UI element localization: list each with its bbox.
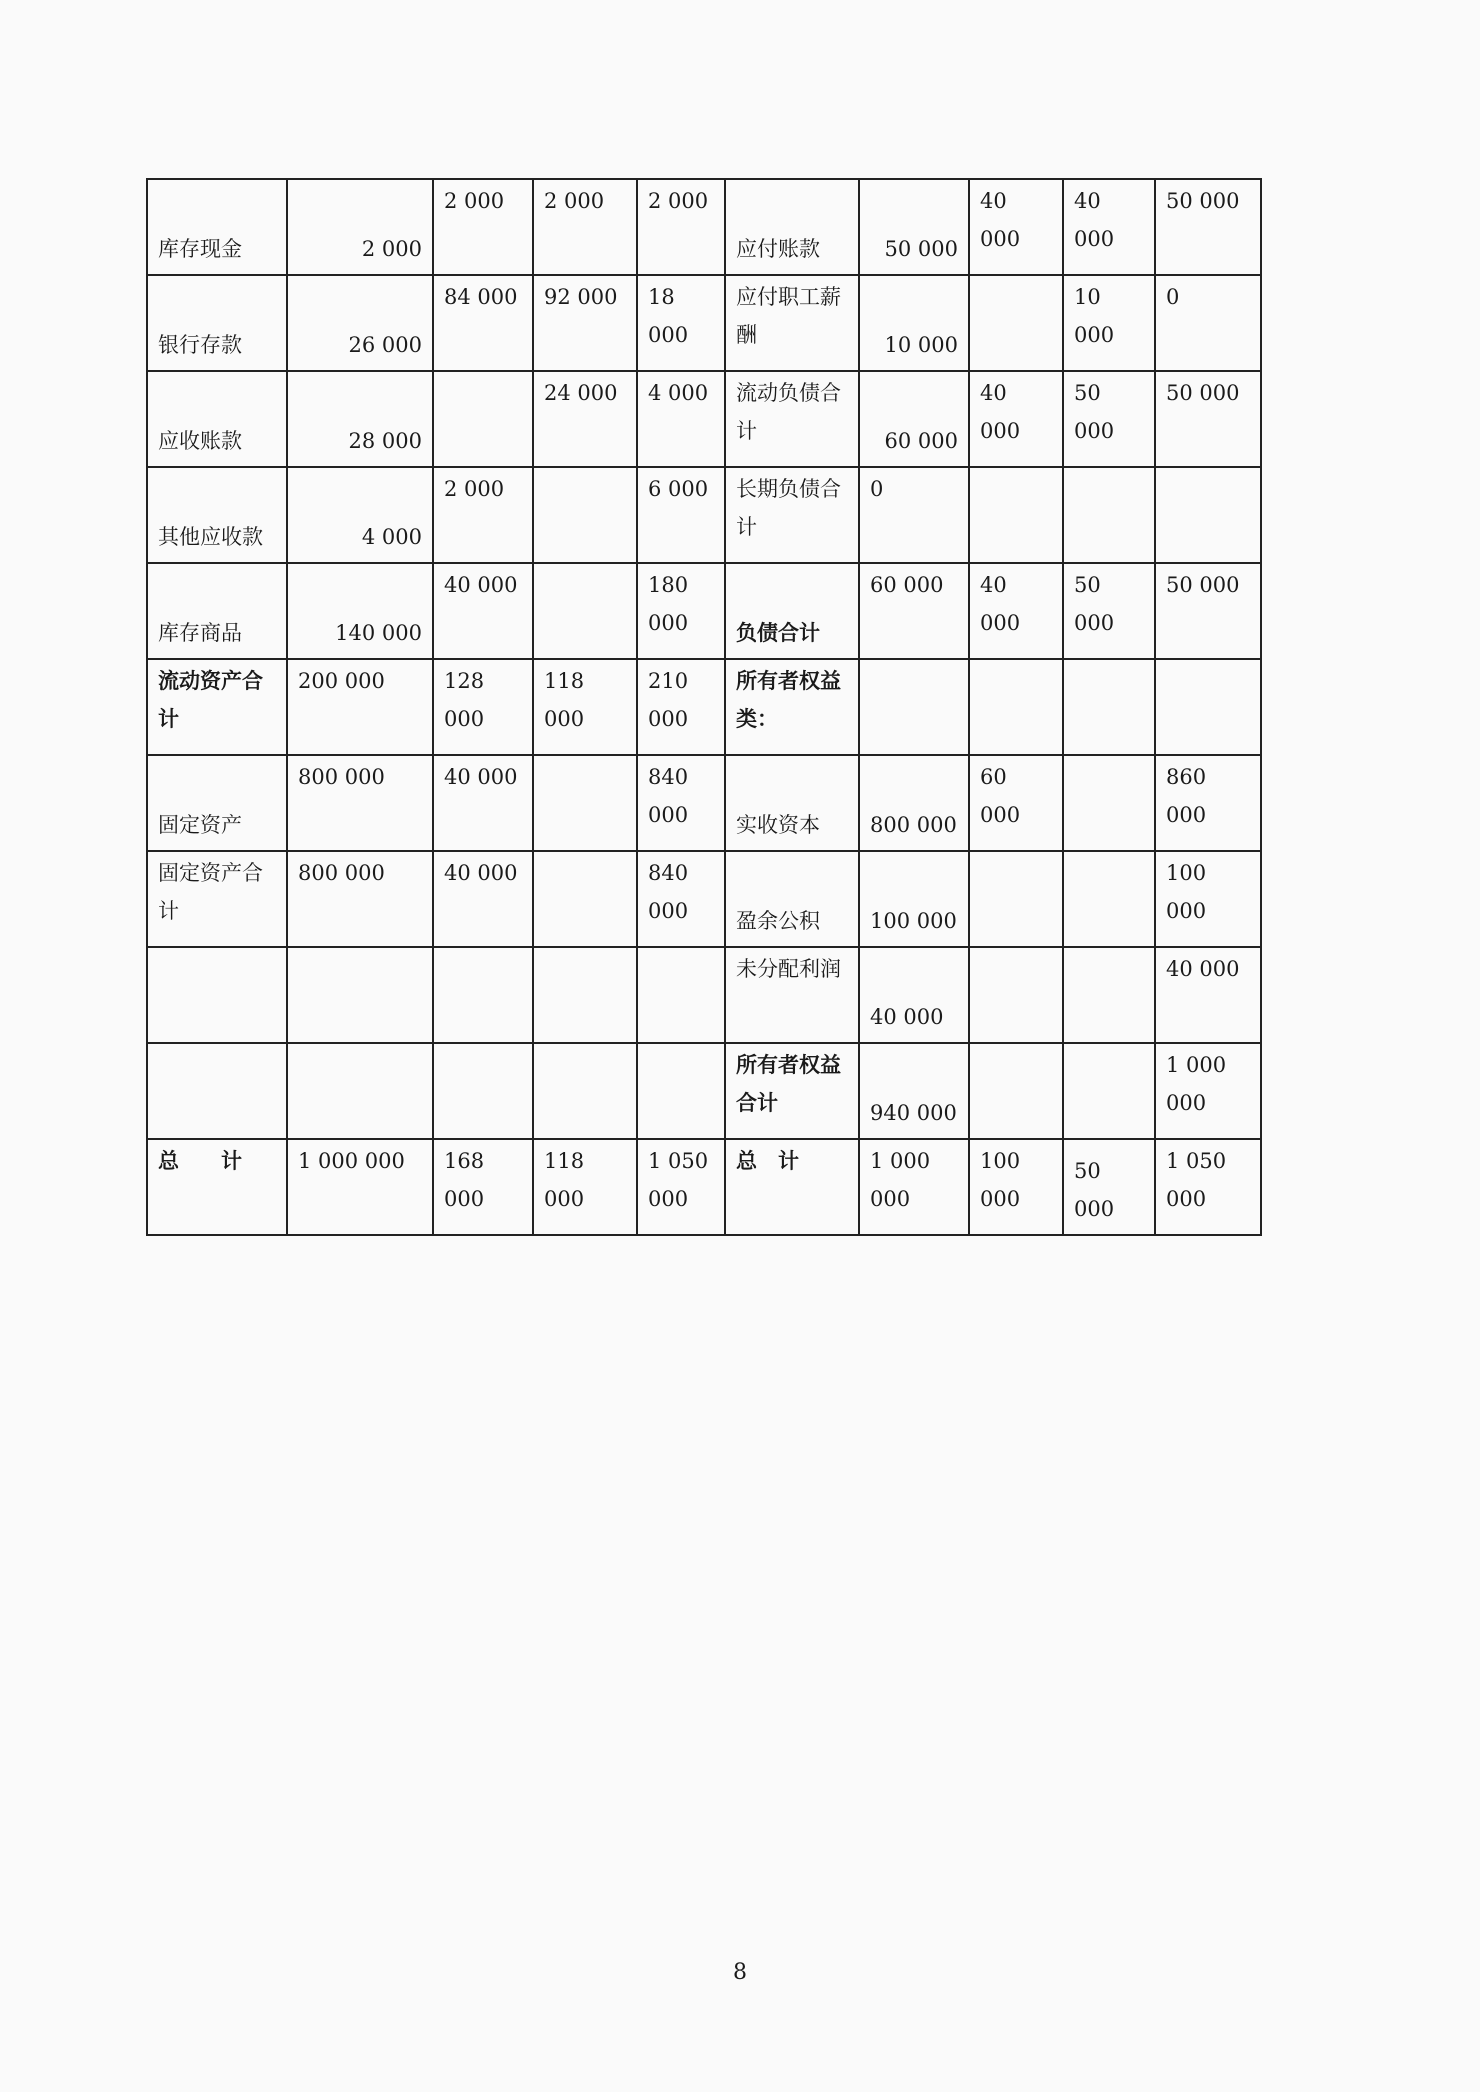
asset-label-cell	[147, 851, 287, 947]
credit-cell	[533, 467, 637, 563]
table-row	[147, 659, 1261, 755]
liability-opening-cell-text: 60 000	[884, 429, 958, 453]
asset-label-cell-text: 其他应收款	[158, 525, 263, 549]
liability-opening-cell	[859, 1139, 969, 1235]
liability-debit-cell	[969, 851, 1063, 947]
opening-balance-cell	[287, 1043, 433, 1139]
liability-opening-cell-text: 10 000	[884, 333, 958, 357]
opening-balance-cell-text: 28 000	[348, 429, 422, 453]
liability-closing-cell	[1155, 947, 1261, 1043]
liability-debit-cell-text: 60 000	[980, 765, 1021, 827]
asset-label-cell	[147, 755, 287, 851]
liability-debit-cell	[969, 755, 1063, 851]
liability-closing-cell-text: 100 000	[1166, 861, 1207, 923]
liability-credit-cell-text: 10 000	[1074, 285, 1115, 347]
credit-cell	[533, 1139, 637, 1235]
liability-debit-cell	[969, 275, 1063, 371]
liability-closing-cell-text: 50 000	[1166, 381, 1240, 405]
closing-balance-cell	[637, 371, 725, 467]
liability-opening-cell	[859, 755, 969, 851]
liability-credit-cell	[1063, 179, 1155, 275]
liability-credit-cell-text: 50 000	[1074, 381, 1115, 443]
liability-closing-cell-text: 50 000	[1166, 189, 1240, 213]
liability-label-cell-text: 未分配利润	[736, 957, 841, 981]
liability-label-cell-text: 盈余公积	[736, 909, 820, 933]
liability-opening-cell-text: 940 000	[870, 1101, 957, 1125]
table-row	[147, 1043, 1261, 1139]
credit-cell	[533, 179, 637, 275]
liability-debit-cell-text: 100 000	[980, 1149, 1021, 1211]
liability-credit-cell	[1063, 947, 1155, 1043]
opening-balance-cell-text: 800 000	[298, 861, 385, 885]
liability-credit-cell	[1063, 1043, 1155, 1139]
table-row	[147, 179, 1261, 275]
liability-label-cell	[725, 563, 859, 659]
credit-cell-text: 118 000	[544, 669, 585, 731]
liability-label-cell	[725, 275, 859, 371]
asset-label-cell-text: 固定资产	[158, 813, 242, 837]
table-row	[147, 467, 1261, 563]
liability-label-cell	[725, 1139, 859, 1235]
liability-opening-cell	[859, 659, 969, 755]
liability-closing-cell	[1155, 275, 1261, 371]
debit-cell-text: 2 000	[444, 477, 505, 501]
table-row	[147, 275, 1261, 371]
credit-cell-text: 2 000	[544, 189, 605, 213]
asset-label-cell	[147, 179, 287, 275]
opening-balance-cell	[287, 851, 433, 947]
liability-label-cell-text: 总 计	[736, 1148, 799, 1173]
closing-balance-cell-text: 2 000	[648, 189, 709, 213]
closing-balance-cell-text: 1 050 000	[648, 1149, 709, 1211]
liability-opening-cell	[859, 1043, 969, 1139]
closing-balance-cell-text: 180 000	[648, 573, 689, 635]
table-row	[147, 947, 1261, 1043]
closing-balance-cell	[637, 275, 725, 371]
liability-opening-cell-text: 40 000	[870, 1005, 944, 1029]
debit-cell	[433, 755, 533, 851]
debit-cell	[433, 179, 533, 275]
opening-balance-cell-text: 1 000 000	[298, 1149, 405, 1173]
opening-balance-cell-text: 26 000	[348, 333, 422, 357]
table-row	[147, 755, 1261, 851]
debit-cell-text: 40 000	[444, 573, 518, 597]
liability-closing-cell-text: 50 000	[1166, 573, 1240, 597]
opening-balance-cell	[287, 755, 433, 851]
closing-balance-cell-text: 18 000	[648, 285, 689, 347]
debit-cell-text: 84 000	[444, 285, 518, 309]
opening-balance-cell	[287, 371, 433, 467]
credit-cell	[533, 755, 637, 851]
liability-closing-cell	[1155, 851, 1261, 947]
liability-opening-cell	[859, 467, 969, 563]
closing-balance-cell	[637, 1139, 725, 1235]
asset-label-cell	[147, 1043, 287, 1139]
asset-label-cell-text: 库存现金	[158, 237, 242, 261]
liability-debit-cell	[969, 563, 1063, 659]
liability-opening-cell	[859, 851, 969, 947]
closing-balance-cell	[637, 851, 725, 947]
opening-balance-cell-text: 4 000	[361, 525, 422, 549]
liability-opening-cell-text: 1 000 000	[870, 1149, 931, 1211]
asset-label-cell	[147, 659, 287, 755]
debit-cell-text: 2 000	[444, 189, 505, 213]
page-number: 8	[733, 1960, 747, 1985]
asset-label-cell	[147, 371, 287, 467]
liability-label-cell	[725, 371, 859, 467]
liability-debit-cell-text: 40 000	[980, 189, 1021, 251]
liability-opening-cell-text: 800 000	[870, 813, 957, 837]
asset-label-cell	[147, 275, 287, 371]
opening-balance-cell	[287, 275, 433, 371]
liability-label-cell	[725, 1043, 859, 1139]
credit-cell	[533, 371, 637, 467]
table-body	[147, 179, 1261, 1235]
asset-label-cell	[147, 467, 287, 563]
credit-cell-text: 118 000	[544, 1149, 585, 1211]
closing-balance-cell	[637, 563, 725, 659]
table-row	[147, 563, 1261, 659]
liability-closing-cell	[1155, 755, 1261, 851]
liability-closing-cell	[1155, 371, 1261, 467]
liability-opening-cell	[859, 563, 969, 659]
debit-cell	[433, 563, 533, 659]
credit-cell	[533, 563, 637, 659]
liability-credit-cell	[1063, 659, 1155, 755]
liability-credit-cell	[1063, 275, 1155, 371]
liability-label-cell	[725, 179, 859, 275]
closing-balance-cell	[637, 467, 725, 563]
liability-label-cell	[725, 947, 859, 1043]
liability-label-cell-text: 实收资本	[736, 813, 820, 837]
closing-balance-cell	[637, 947, 725, 1043]
opening-balance-cell-text: 200 000	[298, 669, 385, 693]
debit-cell-text: 40 000	[444, 861, 518, 885]
closing-balance-cell	[637, 1043, 725, 1139]
liability-label-cell-text: 应付账款	[736, 237, 820, 261]
table-row	[147, 1139, 1261, 1235]
credit-cell	[533, 947, 637, 1043]
debit-cell	[433, 947, 533, 1043]
table-row	[147, 371, 1261, 467]
credit-cell	[533, 1043, 637, 1139]
debit-cell	[433, 467, 533, 563]
liability-credit-cell-text: 50 000	[1074, 1159, 1115, 1221]
liability-credit-cell-text: 40 000	[1074, 189, 1115, 251]
liability-closing-cell-text: 1 000 000	[1166, 1053, 1227, 1115]
debit-cell	[433, 1139, 533, 1235]
opening-balance-cell-text: 140 000	[335, 621, 422, 645]
liability-opening-cell	[859, 179, 969, 275]
opening-balance-cell	[287, 659, 433, 755]
closing-balance-cell-text: 4 000	[648, 381, 709, 405]
liability-closing-cell	[1155, 1043, 1261, 1139]
liability-opening-cell-text: 100 000	[870, 909, 957, 933]
credit-cell-text: 92 000	[544, 285, 618, 309]
debit-cell	[433, 659, 533, 755]
liability-opening-cell	[859, 947, 969, 1043]
credit-cell	[533, 659, 637, 755]
asset-label-cell-text: 总 计	[158, 1148, 242, 1173]
liability-debit-cell	[969, 1139, 1063, 1235]
liability-credit-cell	[1063, 1139, 1155, 1235]
opening-balance-cell	[287, 467, 433, 563]
liability-debit-cell	[969, 1043, 1063, 1139]
opening-balance-cell	[287, 947, 433, 1043]
liability-label-cell-text: 应付职工薪酬	[736, 285, 841, 347]
asset-label-cell	[147, 563, 287, 659]
closing-balance-cell-text: 210 000	[648, 669, 689, 731]
liability-credit-cell	[1063, 371, 1155, 467]
liability-closing-cell-text: 0	[1166, 285, 1180, 309]
debit-cell	[433, 851, 533, 947]
opening-balance-cell	[287, 179, 433, 275]
liability-opening-cell	[859, 371, 969, 467]
closing-balance-cell	[637, 659, 725, 755]
debit-cell	[433, 275, 533, 371]
liability-label-cell	[725, 851, 859, 947]
balance-sheet-table	[146, 178, 1262, 1236]
opening-balance-cell-text: 2 000	[361, 237, 422, 261]
opening-balance-cell	[287, 563, 433, 659]
closing-balance-cell-text: 840 000	[648, 861, 689, 923]
asset-label-cell-text: 流动资产合计	[158, 668, 263, 731]
credit-cell	[533, 275, 637, 371]
liability-label-cell-text: 所有者权益合计	[736, 1052, 841, 1115]
liability-debit-cell-text: 40 000	[980, 573, 1021, 635]
liability-label-cell-text: 流动负债合计	[736, 381, 841, 443]
asset-label-cell	[147, 1139, 287, 1235]
liability-debit-cell	[969, 179, 1063, 275]
liability-debit-cell	[969, 467, 1063, 563]
liability-opening-cell-text: 50 000	[884, 237, 958, 261]
liability-opening-cell	[859, 275, 969, 371]
liability-opening-cell-text: 60 000	[870, 573, 944, 597]
debit-cell	[433, 1043, 533, 1139]
asset-label-cell-text: 固定资产合计	[158, 861, 263, 923]
liability-closing-cell	[1155, 659, 1261, 755]
closing-balance-cell-text: 6 000	[648, 477, 709, 501]
liability-credit-cell	[1063, 467, 1155, 563]
opening-balance-cell-text: 800 000	[298, 765, 385, 789]
liability-closing-cell	[1155, 467, 1261, 563]
liability-closing-cell	[1155, 563, 1261, 659]
opening-balance-cell	[287, 1139, 433, 1235]
debit-cell-text: 168 000	[444, 1149, 485, 1211]
liability-label-cell-text: 所有者权益类：	[736, 668, 841, 731]
liability-debit-cell-text: 40 000	[980, 381, 1021, 443]
asset-label-cell-text: 银行存款	[158, 333, 242, 357]
debit-cell-text: 128 000	[444, 669, 485, 731]
liability-opening-cell-text: 0	[870, 477, 884, 501]
closing-balance-cell	[637, 755, 725, 851]
liability-closing-cell	[1155, 1139, 1261, 1235]
liability-closing-cell-text: 1 050 000	[1166, 1149, 1227, 1211]
liability-label-cell-text: 长期负债合计	[736, 477, 841, 539]
liability-credit-cell-text: 50 000	[1074, 573, 1115, 635]
asset-label-cell-text: 应收账款	[158, 429, 242, 453]
liability-credit-cell	[1063, 755, 1155, 851]
closing-balance-cell-text: 840 000	[648, 765, 689, 827]
liability-debit-cell	[969, 947, 1063, 1043]
closing-balance-cell	[637, 179, 725, 275]
liability-label-cell	[725, 467, 859, 563]
table-row	[147, 851, 1261, 947]
liability-credit-cell	[1063, 563, 1155, 659]
debit-cell-text: 40 000	[444, 765, 518, 789]
liability-closing-cell-text: 860 000	[1166, 765, 1207, 827]
credit-cell-text: 24 000	[544, 381, 618, 405]
asset-label-cell	[147, 947, 287, 1043]
liability-credit-cell	[1063, 851, 1155, 947]
credit-cell	[533, 851, 637, 947]
liability-label-cell	[725, 755, 859, 851]
debit-cell	[433, 371, 533, 467]
liability-label-cell-text: 负债合计	[736, 620, 820, 645]
liability-label-cell	[725, 659, 859, 755]
liability-closing-cell-text: 40 000	[1166, 957, 1240, 981]
liability-debit-cell	[969, 371, 1063, 467]
liability-closing-cell	[1155, 179, 1261, 275]
asset-label-cell-text: 库存商品	[158, 621, 242, 645]
liability-debit-cell	[969, 659, 1063, 755]
